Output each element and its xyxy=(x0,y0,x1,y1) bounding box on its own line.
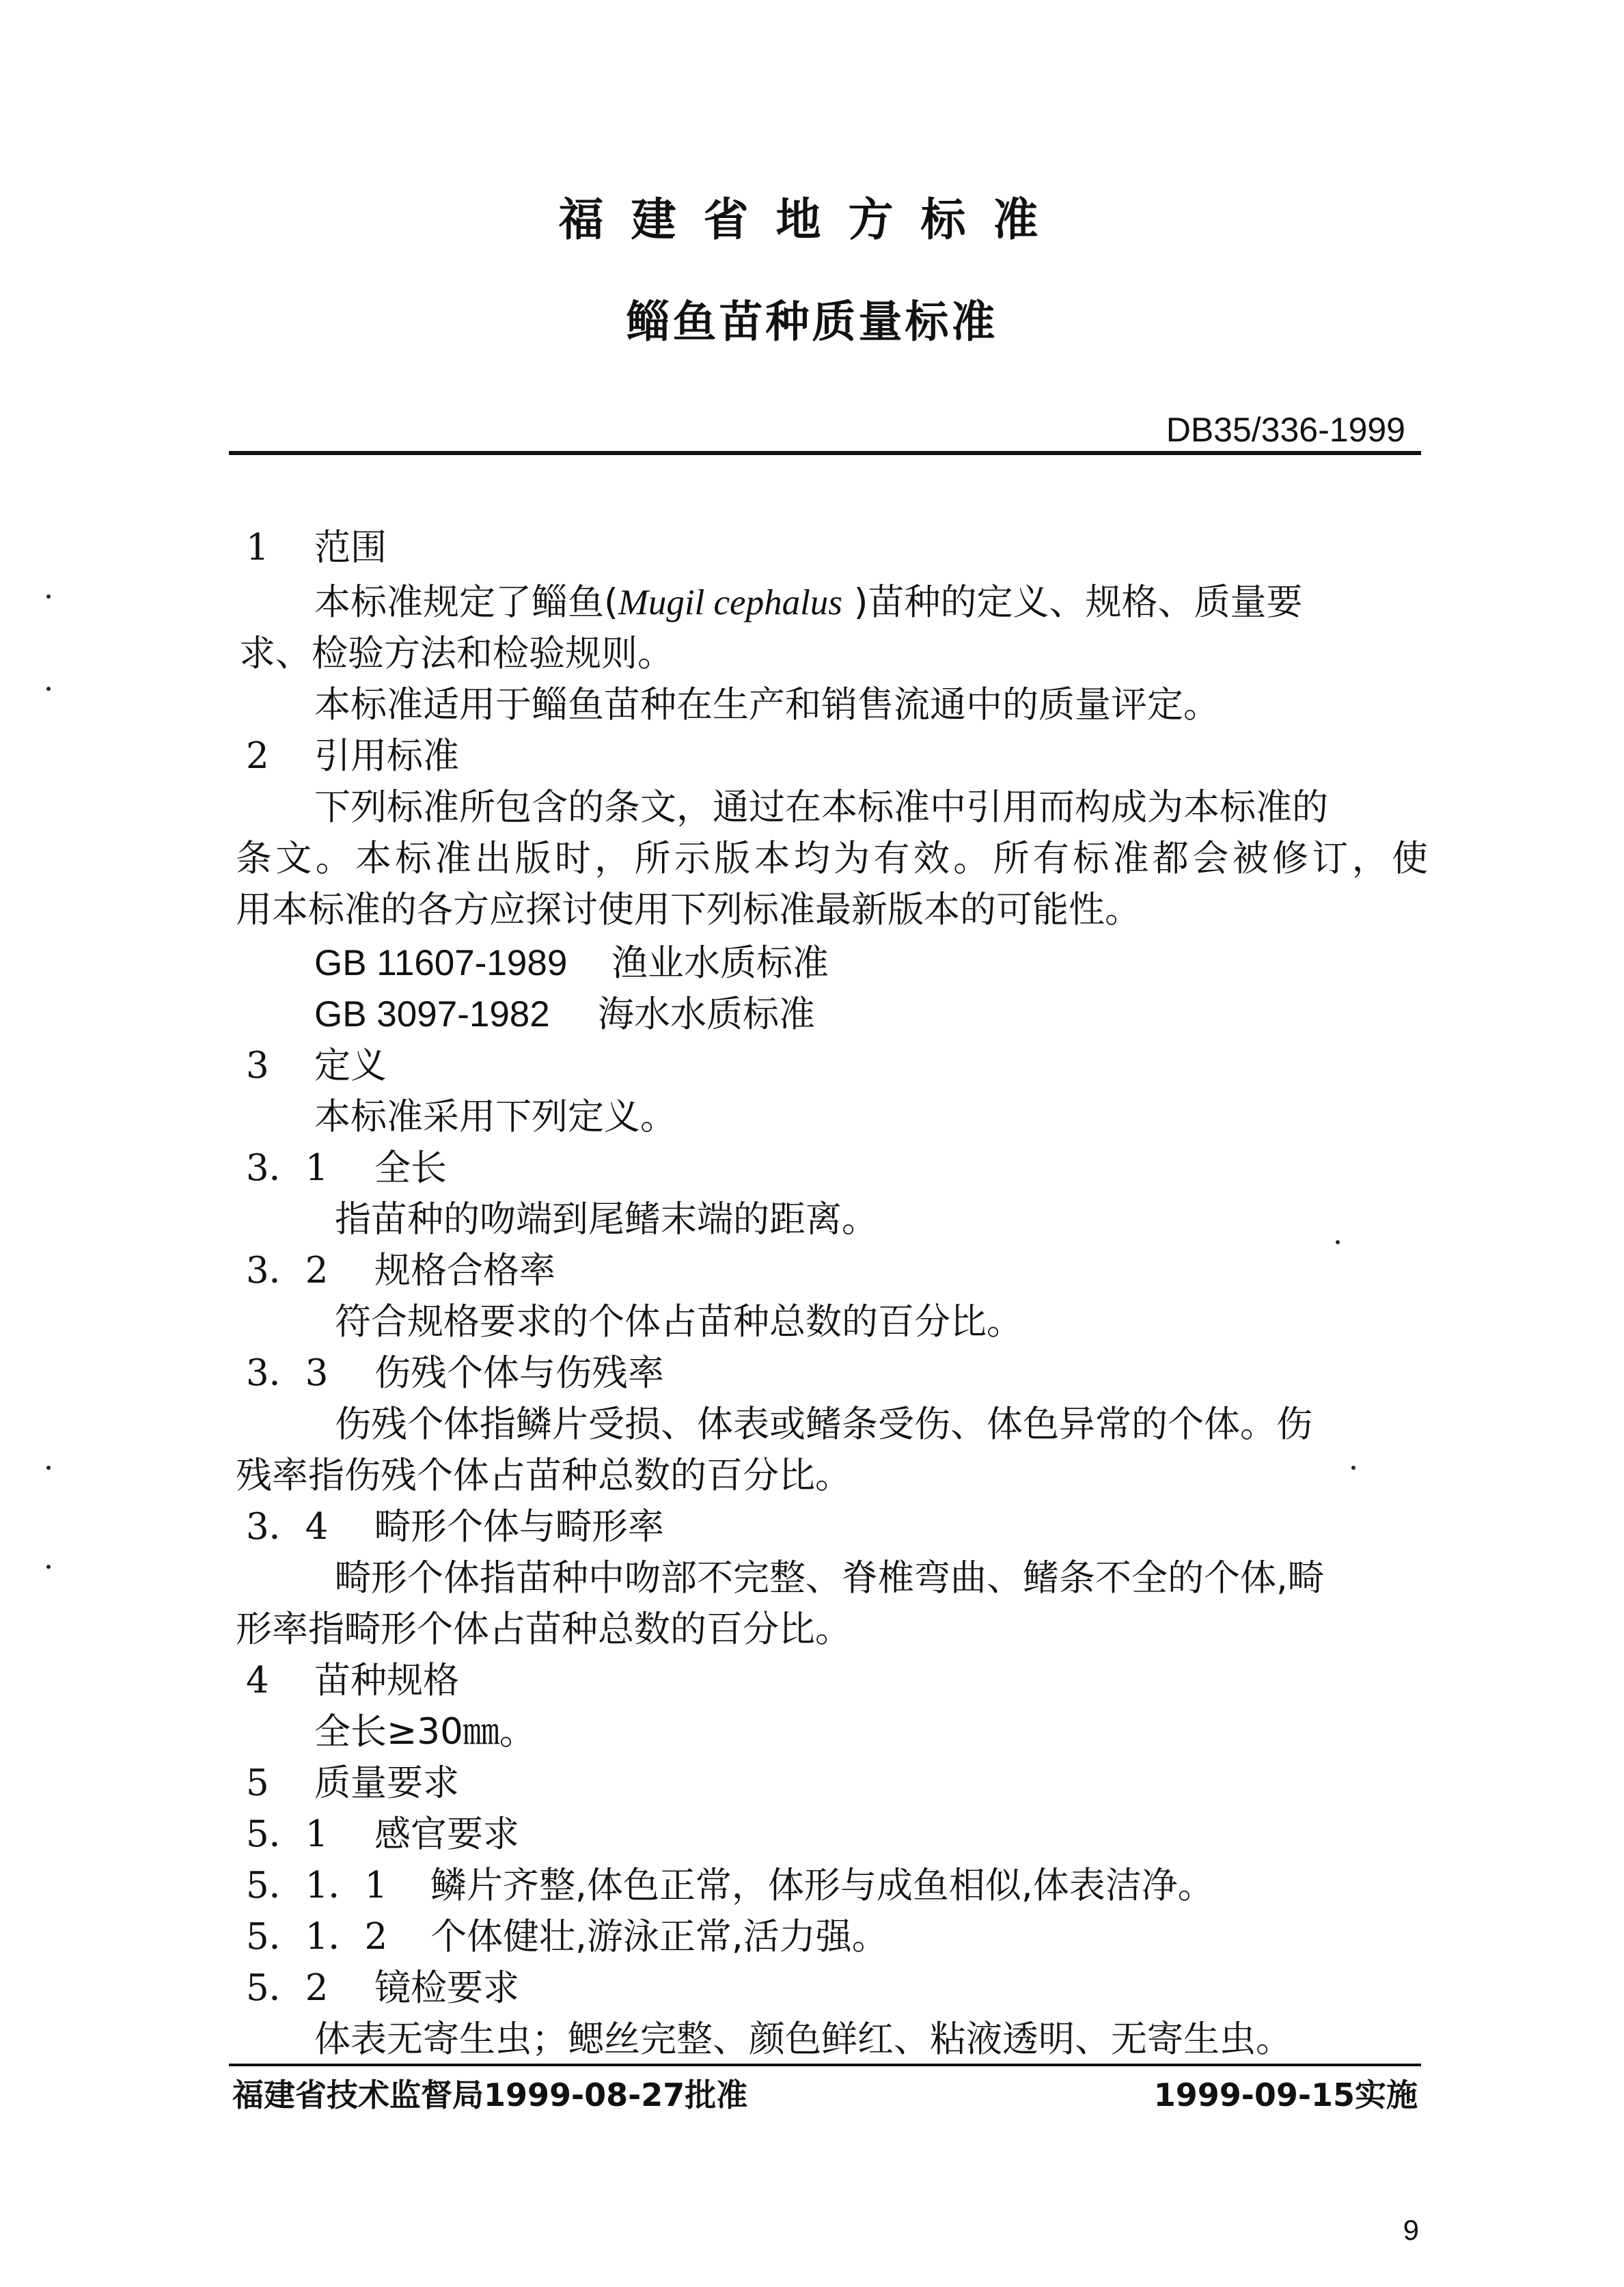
effective-date: 1999-09-15实施 xyxy=(1153,2077,1418,2113)
approval-note: 福建省技术监督局1999-08-27批准 xyxy=(232,2077,748,2113)
section-number: 2 xyxy=(246,735,269,777)
section-number: 3．1 xyxy=(246,1147,329,1189)
section-title: 范围 xyxy=(314,527,387,569)
org-title: 福建省地方标准 xyxy=(558,193,1066,246)
section-number: 3 xyxy=(246,1045,269,1086)
page-number: 9 xyxy=(1403,2214,1419,2246)
section-title: 镜检要求 xyxy=(374,1967,519,2009)
section-title: 引用标准 xyxy=(314,735,459,777)
section-title: 定义 xyxy=(314,1045,387,1086)
section-number: 3．3 xyxy=(246,1352,329,1394)
section-number: 5 xyxy=(246,1762,269,1804)
section-2-paragraph-line-wrap xyxy=(236,840,1428,877)
section-number: 5．1．1 xyxy=(246,1865,388,1906)
section-title: 伤残个体与伤残率 xyxy=(374,1352,664,1394)
section-title: 畸形个体与畸形率 xyxy=(374,1506,664,1548)
section-3-4-paragraph-line: 畸形个体指苗种中吻部不完整、脊椎弯曲、鳍条不全的个体,畸 xyxy=(335,1557,1324,1599)
scan-speck xyxy=(46,1565,51,1569)
header-rule xyxy=(229,451,1421,455)
section-number: 4 xyxy=(246,1660,269,1701)
section-title: 全长 xyxy=(374,1147,447,1189)
document-title: 鲻鱼苗种质量标准 xyxy=(626,297,998,348)
section-3-2-paragraph: 符合规格要求的个体占苗种总数的百分比。 xyxy=(335,1301,1023,1343)
section-title: 规格合格率 xyxy=(374,1250,555,1291)
section-2-paragraph-line: 条文。本标准出版时，所示版本均为有效。所有标准都会被修订，使 xyxy=(236,838,1428,879)
footer-rule xyxy=(229,2064,1421,2066)
section-3-3-paragraph-line: 残率指伤残个体占苗种总数的百分比。 xyxy=(236,1455,851,1496)
reference-code: GB 11607-1989 xyxy=(314,943,568,983)
section-2-paragraph-line: 用本标准的各方应探讨使用下列标准最新版本的可能性。 xyxy=(236,889,1141,931)
reference-code: GB 3097-1982 xyxy=(314,994,550,1035)
section-4-paragraph: 全长≥30㎜。 xyxy=(314,1711,536,1753)
section-1-paragraph-2: 本标准适用于鲻鱼苗种在生产和销售流通中的质量评定。 xyxy=(314,684,1220,726)
section-1-paragraph-line: 本标准规定了鲻鱼(Mugil cephalus )苗种的定义、规格、质量要 xyxy=(314,581,1303,623)
latin-name: Mugil cephalus xyxy=(618,583,842,622)
section-title: 苗种规格 xyxy=(314,1660,459,1701)
section-title: 质量要求 xyxy=(314,1762,459,1804)
section-1-paragraph-line: 求、检验方法和检验规则。 xyxy=(239,633,674,674)
section-number: 1 xyxy=(246,527,269,569)
document-number: DB35/336-1999 xyxy=(1166,411,1405,449)
section-text: 鳞片齐整,体色正常，体形与成鱼相似,体表洁净。 xyxy=(430,1865,1214,1906)
section-text: 个体健壮,游泳正常,活力强。 xyxy=(430,1916,888,1958)
section-3-4-paragraph-line: 形率指畸形个体占苗种总数的百分比。 xyxy=(236,1608,851,1650)
section-title: 感官要求 xyxy=(374,1813,519,1855)
section-3-paragraph: 本标准采用下列定义。 xyxy=(314,1096,676,1138)
section-number: 5．1 xyxy=(246,1813,329,1855)
scan-speck xyxy=(1336,1240,1340,1244)
section-5-2-paragraph: 体表无寄生虫；鳃丝完整、颜色鲜红、粘液透明、无寄生虫。 xyxy=(314,2018,1292,2060)
scan-speck xyxy=(1351,1466,1355,1470)
section-number: 5．1．2 xyxy=(246,1916,388,1958)
section-number: 3．2 xyxy=(246,1250,329,1291)
reference-name: 海水水质标准 xyxy=(598,994,815,1035)
section-3-3-paragraph-line: 伤残个体指鳞片受损、体表或鳍条受伤、体色异常的个体。伤 xyxy=(335,1403,1312,1445)
scan-speck xyxy=(46,1466,51,1470)
section-number: 3．4 xyxy=(246,1506,329,1548)
reference-name: 渔业水质标准 xyxy=(611,943,829,983)
section-2-paragraph-line: 下列标准所包含的条文，通过在本标准中引用而构成为本标准的 xyxy=(314,786,1328,828)
scan-speck xyxy=(46,687,51,691)
scan-speck xyxy=(46,594,51,599)
section-number: 5．2 xyxy=(246,1967,329,2009)
section-3-1-paragraph: 指苗种的吻端到尾鳍末端的距离。 xyxy=(335,1199,878,1240)
